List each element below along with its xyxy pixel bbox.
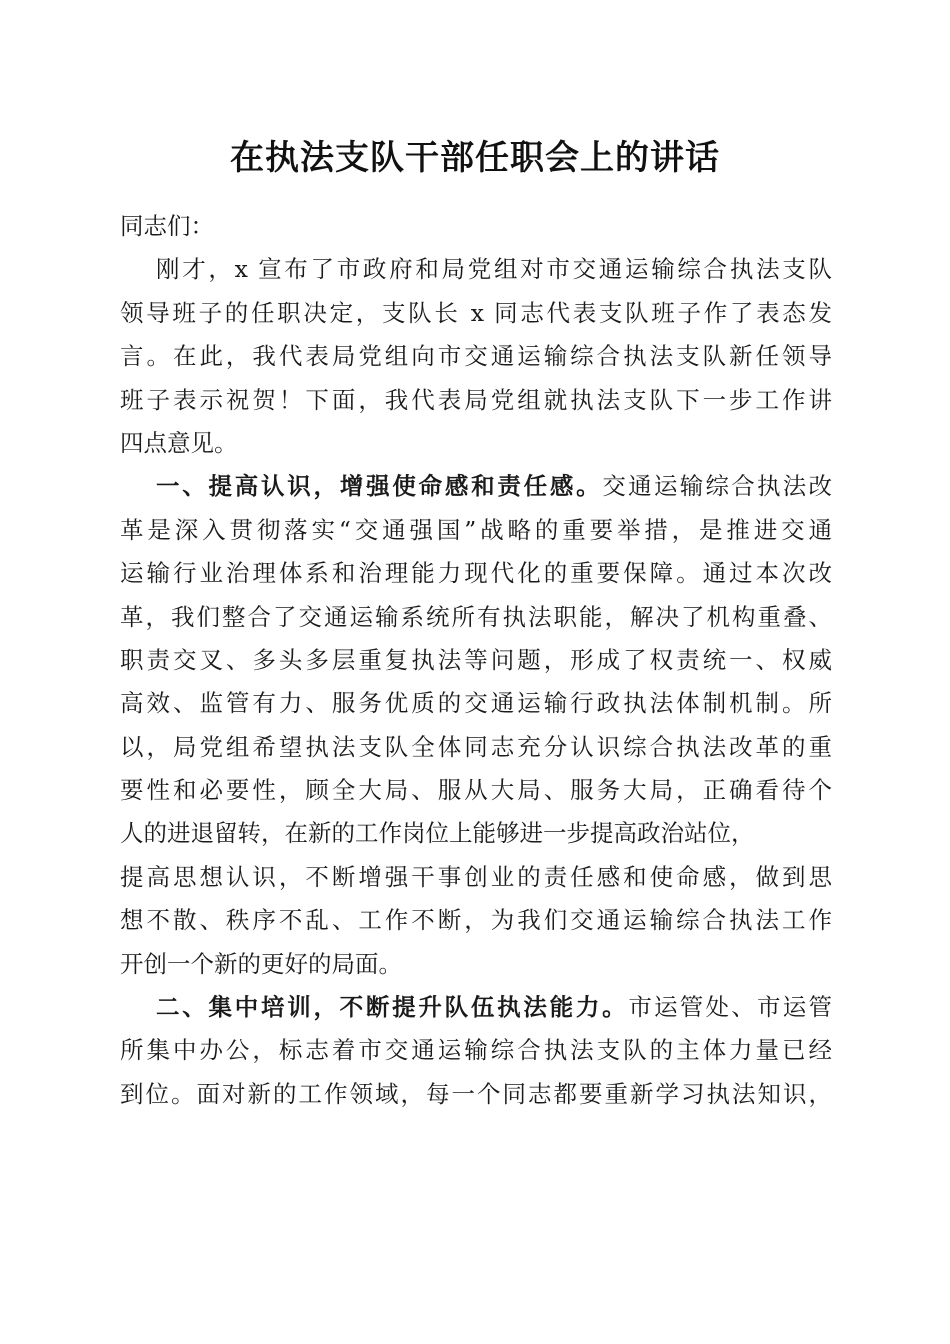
section-heading-line bbox=[120, 465, 832, 508]
salutation: 同志们： bbox=[120, 212, 214, 240]
paragraph-line: 想不散、秩序不乱、工作不断，为我们交通运输综合执法工作 bbox=[120, 906, 832, 935]
paragraph-line: 运输行业治理体系和治理能力现代化的重要保障。通过本次改 bbox=[120, 559, 832, 588]
paragraph-line: 班子表示祝贺！下面，我代表局党组就执法支队下一步工作讲 bbox=[120, 385, 832, 414]
paragraph-line: 以，局党组希望执法支队全体同志充分认识综合执法改革的重 bbox=[120, 732, 832, 761]
paragraph-line: 职责交叉、多头多层重复执法等问题，形成了权责统一、权威 bbox=[120, 645, 832, 674]
paragraph-line: 所集中办公，标志着市交通运输综合执法支队的主体力量已经 bbox=[120, 1036, 832, 1065]
paragraph-line: 人的进退留转，在新的工作岗位上能够进一步提高政治站位， bbox=[120, 819, 755, 848]
paragraph-line: 高效、监管有力、服务优质的交通运输行政执法体制机制。所 bbox=[120, 689, 832, 718]
paragraph-line: 到位。面对新的工作领域，每一个同志都要重新学习执法知识， bbox=[120, 1079, 832, 1108]
paragraph-line: 言。在此，我代表局党组向市交通运输综合执法支队新任领导 bbox=[120, 342, 832, 371]
document-title: 在执法支队干部任职会上的讲话 bbox=[230, 138, 720, 178]
section-text: 市运管处、市运管 bbox=[628, 993, 833, 1022]
section-heading: 一、提高认识，增强使命感和责任感。 bbox=[156, 472, 603, 501]
paragraph-line: 刚才，x 宣布了市政府和局党组对市交通运输综合执法支队 bbox=[156, 255, 832, 284]
paragraph-line: 四点意见。 bbox=[120, 428, 238, 457]
section-heading: 二、集中培训，不断提升队伍执法能力。 bbox=[156, 993, 629, 1022]
paragraph-line: 革是深入贯彻落实“交通强国”战略的重要举措，是推进交通 bbox=[120, 515, 832, 544]
paragraph-line: 领导班子的任职决定，支队长 x 同志代表支队班子作了表态发 bbox=[120, 298, 832, 327]
paragraph-line: 提高思想认识，不断增强干事创业的责任感和使命感，做到思 bbox=[120, 862, 832, 891]
paragraph-line: 革，我们整合了交通运输系统所有执法职能，解决了机构重叠、 bbox=[120, 602, 832, 631]
section-heading-line bbox=[120, 986, 832, 1029]
document-body bbox=[120, 205, 832, 1116]
paragraph-line: 要性和必要性，顾全大局、服从大局、服务大局，正确看待个 bbox=[120, 776, 832, 805]
section-text: 交通运输综合执法改 bbox=[602, 472, 833, 501]
paragraph-line: 开创一个新的更好的局面。 bbox=[120, 949, 402, 978]
